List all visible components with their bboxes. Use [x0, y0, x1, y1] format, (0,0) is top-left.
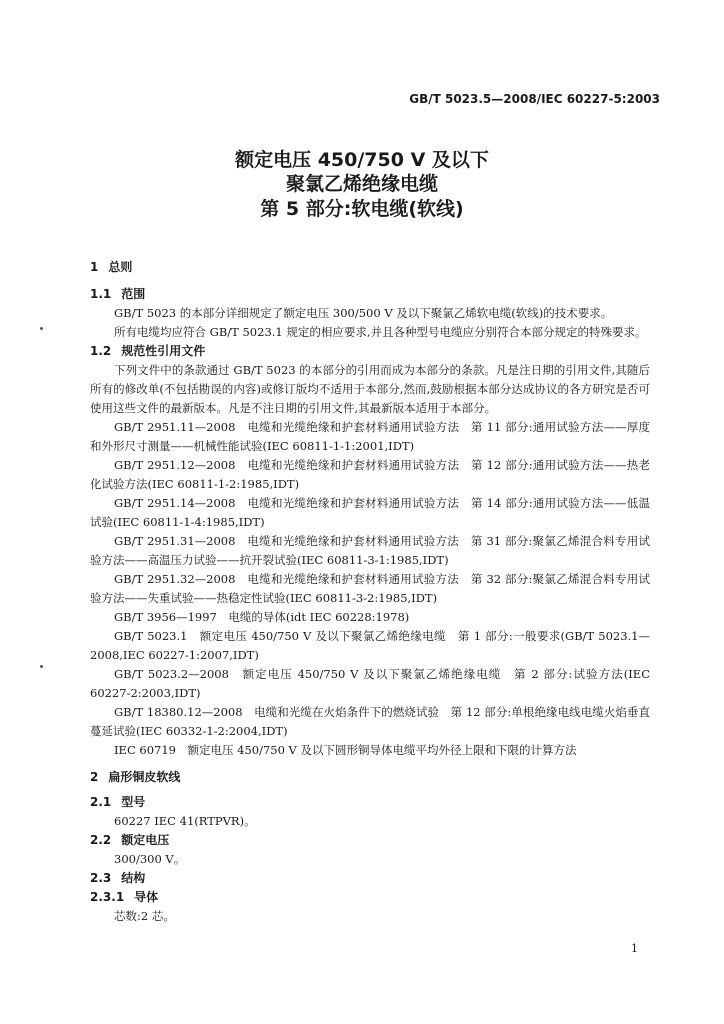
scan-speck [40, 327, 43, 330]
reference-item: GB/T 3956—1997 电缆的导体(idt IEC 60228:1978) [114, 610, 410, 624]
paragraph: 所有电缆均应符合 GB/T 5023.1 规定的相应要求,并且各种型号电缆应分别符合本部分规定的特殊要求。 [114, 325, 647, 339]
section-1-1-heading [90, 285, 650, 304]
paragraph: 300/300 V。 [114, 852, 186, 866]
section-title: 型号 [121, 795, 146, 809]
section-number: 1.1 [90, 287, 112, 301]
standard-code: GB/T 5023.5—2008/IEC 60227-5:2003 [409, 92, 660, 106]
reference-item: GB/T 2951.11—2008 电缆和光缆绝缘和护套材料通用试验方法 第 11 部分:通用试验方法——厚度和外形尺寸测量——机械性能试验(IEC 60811-1-1:2001,IDT) [90, 420, 650, 453]
section-number: 2.3 [90, 871, 112, 885]
reference-item: GB/T 5023.1 额定电压 450/750 V 及以下聚氯乙烯绝缘电缆 第 1 部分:一般要求(GB/T 5023.1—2008,IEC 60227-1:2007,IDT) [90, 629, 650, 662]
section-title: 额定电压 [121, 833, 170, 847]
reference-item: IEC 60719 额定电压 450/750 V 及以下圆形铜导体电缆平均外径上限和下限的计算方法 [114, 743, 577, 757]
section-2-3-heading [90, 869, 650, 888]
scan-speck [40, 665, 43, 668]
title-line-1: 额定电压 450/750 V 及以下 [235, 149, 489, 171]
page-number: 1 [631, 942, 638, 955]
reference-item: GB/T 2951.31—2008 电缆和光缆绝缘和护套材料通用试验方法 第 31 部分:聚氯乙烯混合料专用试验方法——高温压力试验——抗开裂试验(IEC 60811-3-1:1985,IDT) [90, 534, 650, 567]
section-1-heading [90, 258, 650, 277]
title-line-2: 聚氯乙烯绝缘电缆 [285, 173, 438, 195]
reference-item: GB/T 2951.12—2008 电缆和光缆绝缘和护套材料通用试验方法 第 12 部分:通用试验方法——热老化试验方法(IEC 60811-1-2:1985,IDT) [90, 458, 650, 491]
section-number: 2.3.1 [90, 890, 125, 904]
section-number: 2.1 [90, 795, 112, 809]
section-title: 总则 [108, 260, 133, 274]
document-body [90, 258, 650, 926]
reference-item: GB/T 5023.2—2008 额定电压 450/750 V 及以下聚氯乙烯绝缘电缆 第 2 部分:试验方法(IEC 60227-2:2003,IDT) [90, 667, 650, 700]
section-number: 1 [90, 260, 99, 274]
section-title: 导体 [134, 890, 159, 904]
paragraph: 芯数:2 芯。 [114, 909, 175, 923]
document-title [0, 148, 724, 222]
section-title: 扁形铜皮软线 [108, 770, 181, 784]
section-title: 范围 [121, 287, 146, 301]
section-2-3-1-heading [90, 888, 650, 907]
paragraph: 下列文件中的条款通过 GB/T 5023 的本部分的引用而成为本部分的条款。凡是注日期的引用文件,其随后所有的修改单(不包括勘误的内容)或修订版均不适用于本部分,然而,鼓励根据本部分达成协议的各方研究是否可使用这些文件的最新版本。凡是不注日期的引用文件,其最新版本适用于本部分。 [90, 363, 650, 415]
section-2-heading [90, 768, 650, 787]
section-2-1-heading [90, 793, 650, 812]
section-2-2-heading [90, 831, 650, 850]
section-number: 2 [90, 770, 99, 784]
section-number: 2.2 [90, 833, 112, 847]
section-title: 规范性引用文件 [121, 344, 206, 358]
reference-item: GB/T 2951.32—2008 电缆和光缆绝缘和护套材料通用试验方法 第 32 部分:聚氯乙烯混合料专用试验方法——失重试验——热稳定性试验(IEC 60811-3-2:1985,IDT) [90, 572, 650, 605]
reference-item: GB/T 2951.14—2008 电缆和光缆绝缘和护套材料通用试验方法 第 14 部分:通用试验方法——低温试验(IEC 60811-1-4:1985,IDT) [90, 496, 650, 529]
section-title: 结构 [121, 871, 146, 885]
section-1-2-heading [90, 342, 650, 361]
paragraph: 60227 IEC 41(RTPVR)。 [114, 814, 256, 828]
reference-item: GB/T 18380.12—2008 电缆和光缆在火焰条件下的燃烧试验 第 12 部分:单根绝缘电线电缆火焰垂直蔓延试验(IEC 60332-1-2:2004,IDT) [90, 705, 650, 738]
paragraph: GB/T 5023 的本部分详细规定了额定电压 300/500 V 及以下聚氯乙烯软电缆(软线)的技术要求。 [114, 306, 613, 320]
title-line-3: 第 5 部分:软电缆(软线) [260, 198, 464, 220]
section-number: 1.2 [90, 344, 112, 358]
